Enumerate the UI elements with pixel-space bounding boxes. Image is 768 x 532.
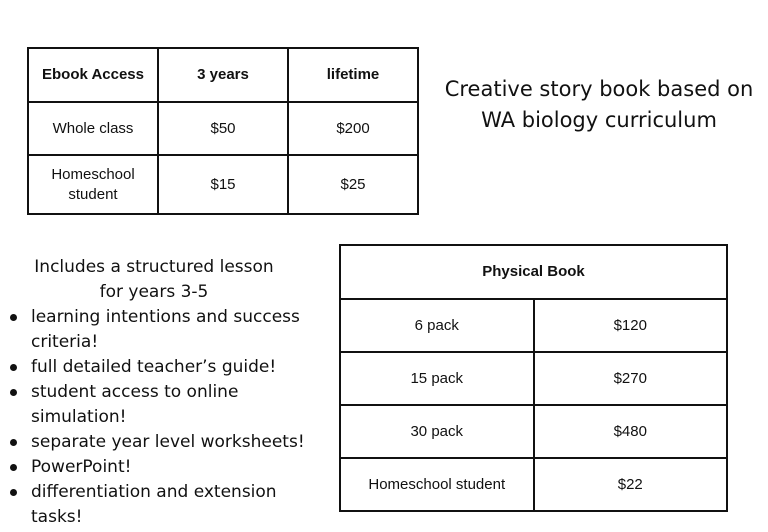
- three-years-header: 3 years: [158, 48, 288, 102]
- pack-cell: Homeschool student: [340, 458, 534, 511]
- pack-cell: 30 pack: [340, 405, 534, 458]
- list-item-text: learning intentions and success criteria!: [31, 307, 300, 352]
- row-label-line: Homeschool: [51, 165, 135, 183]
- feature-list: [8, 305, 328, 530]
- price-cell: $120: [534, 299, 728, 352]
- price-cell: $480: [534, 405, 728, 458]
- list-item: [8, 305, 328, 355]
- pack-cell: 6 pack: [340, 299, 534, 352]
- pack-cell: 15 pack: [340, 352, 534, 405]
- headline-line: Creative story book based on: [444, 77, 754, 101]
- lifetime-header: lifetime: [288, 48, 418, 102]
- lesson-intro-line: Includes a structured lesson: [34, 257, 274, 277]
- table-row: [28, 155, 418, 214]
- table-row: [340, 405, 727, 458]
- headline-line: WA biology curriculum: [481, 108, 717, 132]
- list-item: [8, 480, 328, 530]
- bullet-icon: [10, 439, 17, 446]
- physical-book-pricing-table: [339, 244, 728, 512]
- bullet-icon: [10, 314, 17, 321]
- price-cell: $270: [534, 352, 728, 405]
- row-label: Whole class: [28, 102, 158, 155]
- price-cell: $15: [158, 155, 288, 214]
- physical-book-header: Physical Book: [340, 245, 727, 299]
- price-cell: $22: [534, 458, 728, 511]
- list-item-text: PowerPoint!: [31, 457, 132, 477]
- ebook-pricing-table: [27, 47, 419, 215]
- price-cell: $50: [158, 102, 288, 155]
- price-cell: $200: [288, 102, 418, 155]
- lesson-features: [8, 255, 328, 530]
- list-item-text: full detailed teacher’s guide!: [31, 357, 277, 377]
- lesson-intro: [8, 255, 300, 305]
- list-item: [8, 430, 328, 455]
- ebook-header-row: [28, 48, 418, 102]
- list-item: [8, 355, 328, 380]
- headline: [440, 74, 758, 136]
- table-row: [340, 458, 727, 511]
- table-row: [340, 352, 727, 405]
- row-label-line: student: [68, 185, 118, 203]
- bullet-icon: [10, 364, 17, 371]
- bullet-icon: [10, 489, 17, 496]
- bullet-icon: [10, 464, 17, 471]
- list-item: [8, 455, 328, 480]
- table-row: [28, 102, 418, 155]
- price-cell: $25: [288, 155, 418, 214]
- lesson-intro-line: for years 3-5: [99, 282, 209, 302]
- physical-header-row: [340, 245, 727, 299]
- bullet-icon: [10, 389, 17, 396]
- table-row: [340, 299, 727, 352]
- ebook-access-header: Ebook Access: [28, 48, 158, 102]
- list-item: [8, 380, 328, 430]
- row-label: [28, 155, 158, 214]
- list-item-text: differentiation and extension tasks!: [31, 482, 277, 527]
- list-item-text: student access to online simulation!: [31, 382, 239, 427]
- list-item-text: separate year level worksheets!: [31, 432, 305, 452]
